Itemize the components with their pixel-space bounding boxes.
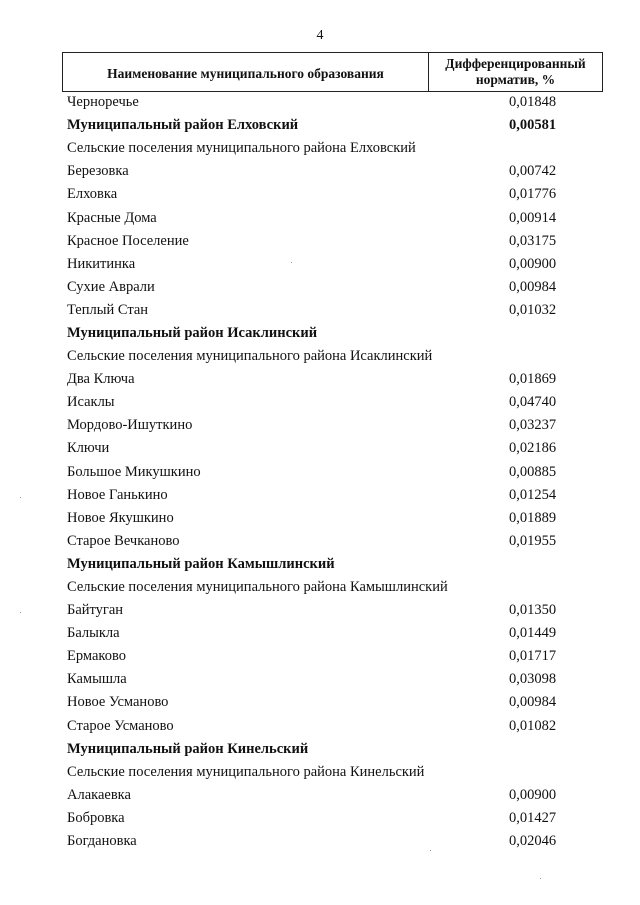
district-heading-row <box>67 322 603 345</box>
table-row <box>67 276 603 299</box>
normative-value: 0,00885 <box>509 463 557 480</box>
municipality-name: Сельские поселения муниципального района Елховский <box>67 140 416 157</box>
table-row <box>67 230 603 253</box>
municipality-name: Березовка <box>67 163 129 180</box>
table-row <box>67 484 603 507</box>
header-normative-line2: норматив, % <box>475 72 556 87</box>
table-row <box>67 784 603 807</box>
municipality-name: Черноречье <box>67 94 139 111</box>
normative-value: 0,01427 <box>509 809 557 826</box>
table-row <box>67 507 603 530</box>
table-row <box>67 691 603 714</box>
municipality-name: Теплый Стан <box>67 301 149 318</box>
normative-value: 0,03175 <box>509 232 557 249</box>
table-row <box>67 715 603 738</box>
table-row <box>67 345 603 368</box>
normative-value: 0,02046 <box>509 833 557 850</box>
table-row <box>67 830 603 853</box>
table-row <box>67 137 603 160</box>
municipality-name: Два Ключа <box>67 371 135 388</box>
table-row <box>67 622 603 645</box>
municipality-name: Красные Дома <box>67 209 157 226</box>
header-normative <box>429 53 602 91</box>
municipality-name: Новое Якушкино <box>67 509 174 526</box>
municipality-name: Богдановка <box>67 833 137 850</box>
table-body <box>67 91 603 853</box>
table-row <box>67 645 603 668</box>
table-header <box>62 52 603 92</box>
normative-value: 0,01869 <box>509 371 557 388</box>
municipality-name: Старое Усманово <box>67 717 174 734</box>
normative-value: 0,00742 <box>509 163 557 180</box>
table-row <box>67 183 603 206</box>
normative-value: 0,01848 <box>509 94 557 111</box>
municipality-name: Камышла <box>67 671 127 688</box>
table-row <box>67 576 603 599</box>
municipality-name: Муниципальный район Исаклинский <box>67 324 318 341</box>
table-row <box>67 668 603 691</box>
normative-value: 0,01449 <box>509 625 557 642</box>
table-row <box>67 160 603 183</box>
municipality-name: Сельские поселения муниципального района Камышлинский <box>67 579 448 596</box>
normative-value: 0,04740 <box>509 394 557 411</box>
normative-value: 0,01254 <box>509 486 557 503</box>
table-row <box>67 599 603 622</box>
district-heading-row <box>67 553 603 576</box>
normative-value: 0,00581 <box>509 117 557 134</box>
district-heading-row <box>67 114 603 137</box>
table-row <box>67 761 603 784</box>
municipality-name: Байтуган <box>67 602 124 619</box>
header-municipality-name: Наименование муниципального образования <box>63 53 429 91</box>
normative-value: 0,01955 <box>509 532 557 549</box>
municipality-name: Сельские поселения муниципального района Кинельский <box>67 763 425 780</box>
municipality-name: Бобровка <box>67 809 125 826</box>
municipality-name: Мордово-Ишуткино <box>67 417 193 434</box>
table-row <box>67 461 603 484</box>
district-heading-row <box>67 738 603 761</box>
normative-value: 0,00984 <box>509 278 557 295</box>
table-row <box>67 437 603 460</box>
municipality-name: Сухие Аврали <box>67 278 155 295</box>
normative-value: 0,01032 <box>509 301 557 318</box>
table-row <box>67 391 603 414</box>
municipality-name: Никитинка <box>67 255 136 272</box>
table-row <box>67 299 603 322</box>
municipality-name: Старое Вечканово <box>67 532 180 549</box>
table-row <box>67 530 603 553</box>
normative-value: 0,00900 <box>509 255 557 272</box>
header-normative-line1: Дифференцированный <box>445 56 586 71</box>
normative-value: 0,03098 <box>509 671 557 688</box>
municipality-name: Большое Микушкино <box>67 463 201 480</box>
normative-value: 0,03237 <box>509 417 557 434</box>
page-number: 4 <box>316 28 324 43</box>
table-row <box>67 206 603 229</box>
municipality-name: Исаклы <box>67 394 115 411</box>
table-row <box>67 253 603 276</box>
table-row <box>67 414 603 437</box>
normative-value: 0,01350 <box>509 602 557 619</box>
normative-value: 0,00984 <box>509 694 557 711</box>
municipality-name: Новое Усманово <box>67 694 169 711</box>
normative-value: 0,01776 <box>509 186 557 203</box>
normative-value: 0,01717 <box>509 648 557 665</box>
municipality-name: Ключи <box>67 440 110 457</box>
municipality-name: Алакаевка <box>67 786 131 803</box>
municipality-name: Сельские поселения муниципального района Исаклинский <box>67 348 433 365</box>
normative-value: 0,01082 <box>509 717 557 734</box>
normative-value: 0,02186 <box>509 440 557 457</box>
table-row <box>67 368 603 391</box>
municipality-name: Новое Ганькино <box>67 486 168 503</box>
normative-value: 0,00900 <box>509 786 557 803</box>
normative-value: 0,01889 <box>509 509 557 526</box>
municipality-name: Муниципальный район Кинельский <box>67 740 309 757</box>
municipality-name: Муниципальный район Елховский <box>67 117 299 134</box>
municipality-name: Муниципальный район Камышлинский <box>67 555 335 572</box>
table-row <box>67 807 603 830</box>
normative-value: 0,00914 <box>509 209 557 226</box>
municipality-name: Красное Поселение <box>67 232 189 249</box>
municipality-name: Елховка <box>67 186 118 203</box>
municipality-name: Балыкла <box>67 625 120 642</box>
table-row <box>67 91 603 114</box>
municipality-name: Ермаково <box>67 648 126 665</box>
